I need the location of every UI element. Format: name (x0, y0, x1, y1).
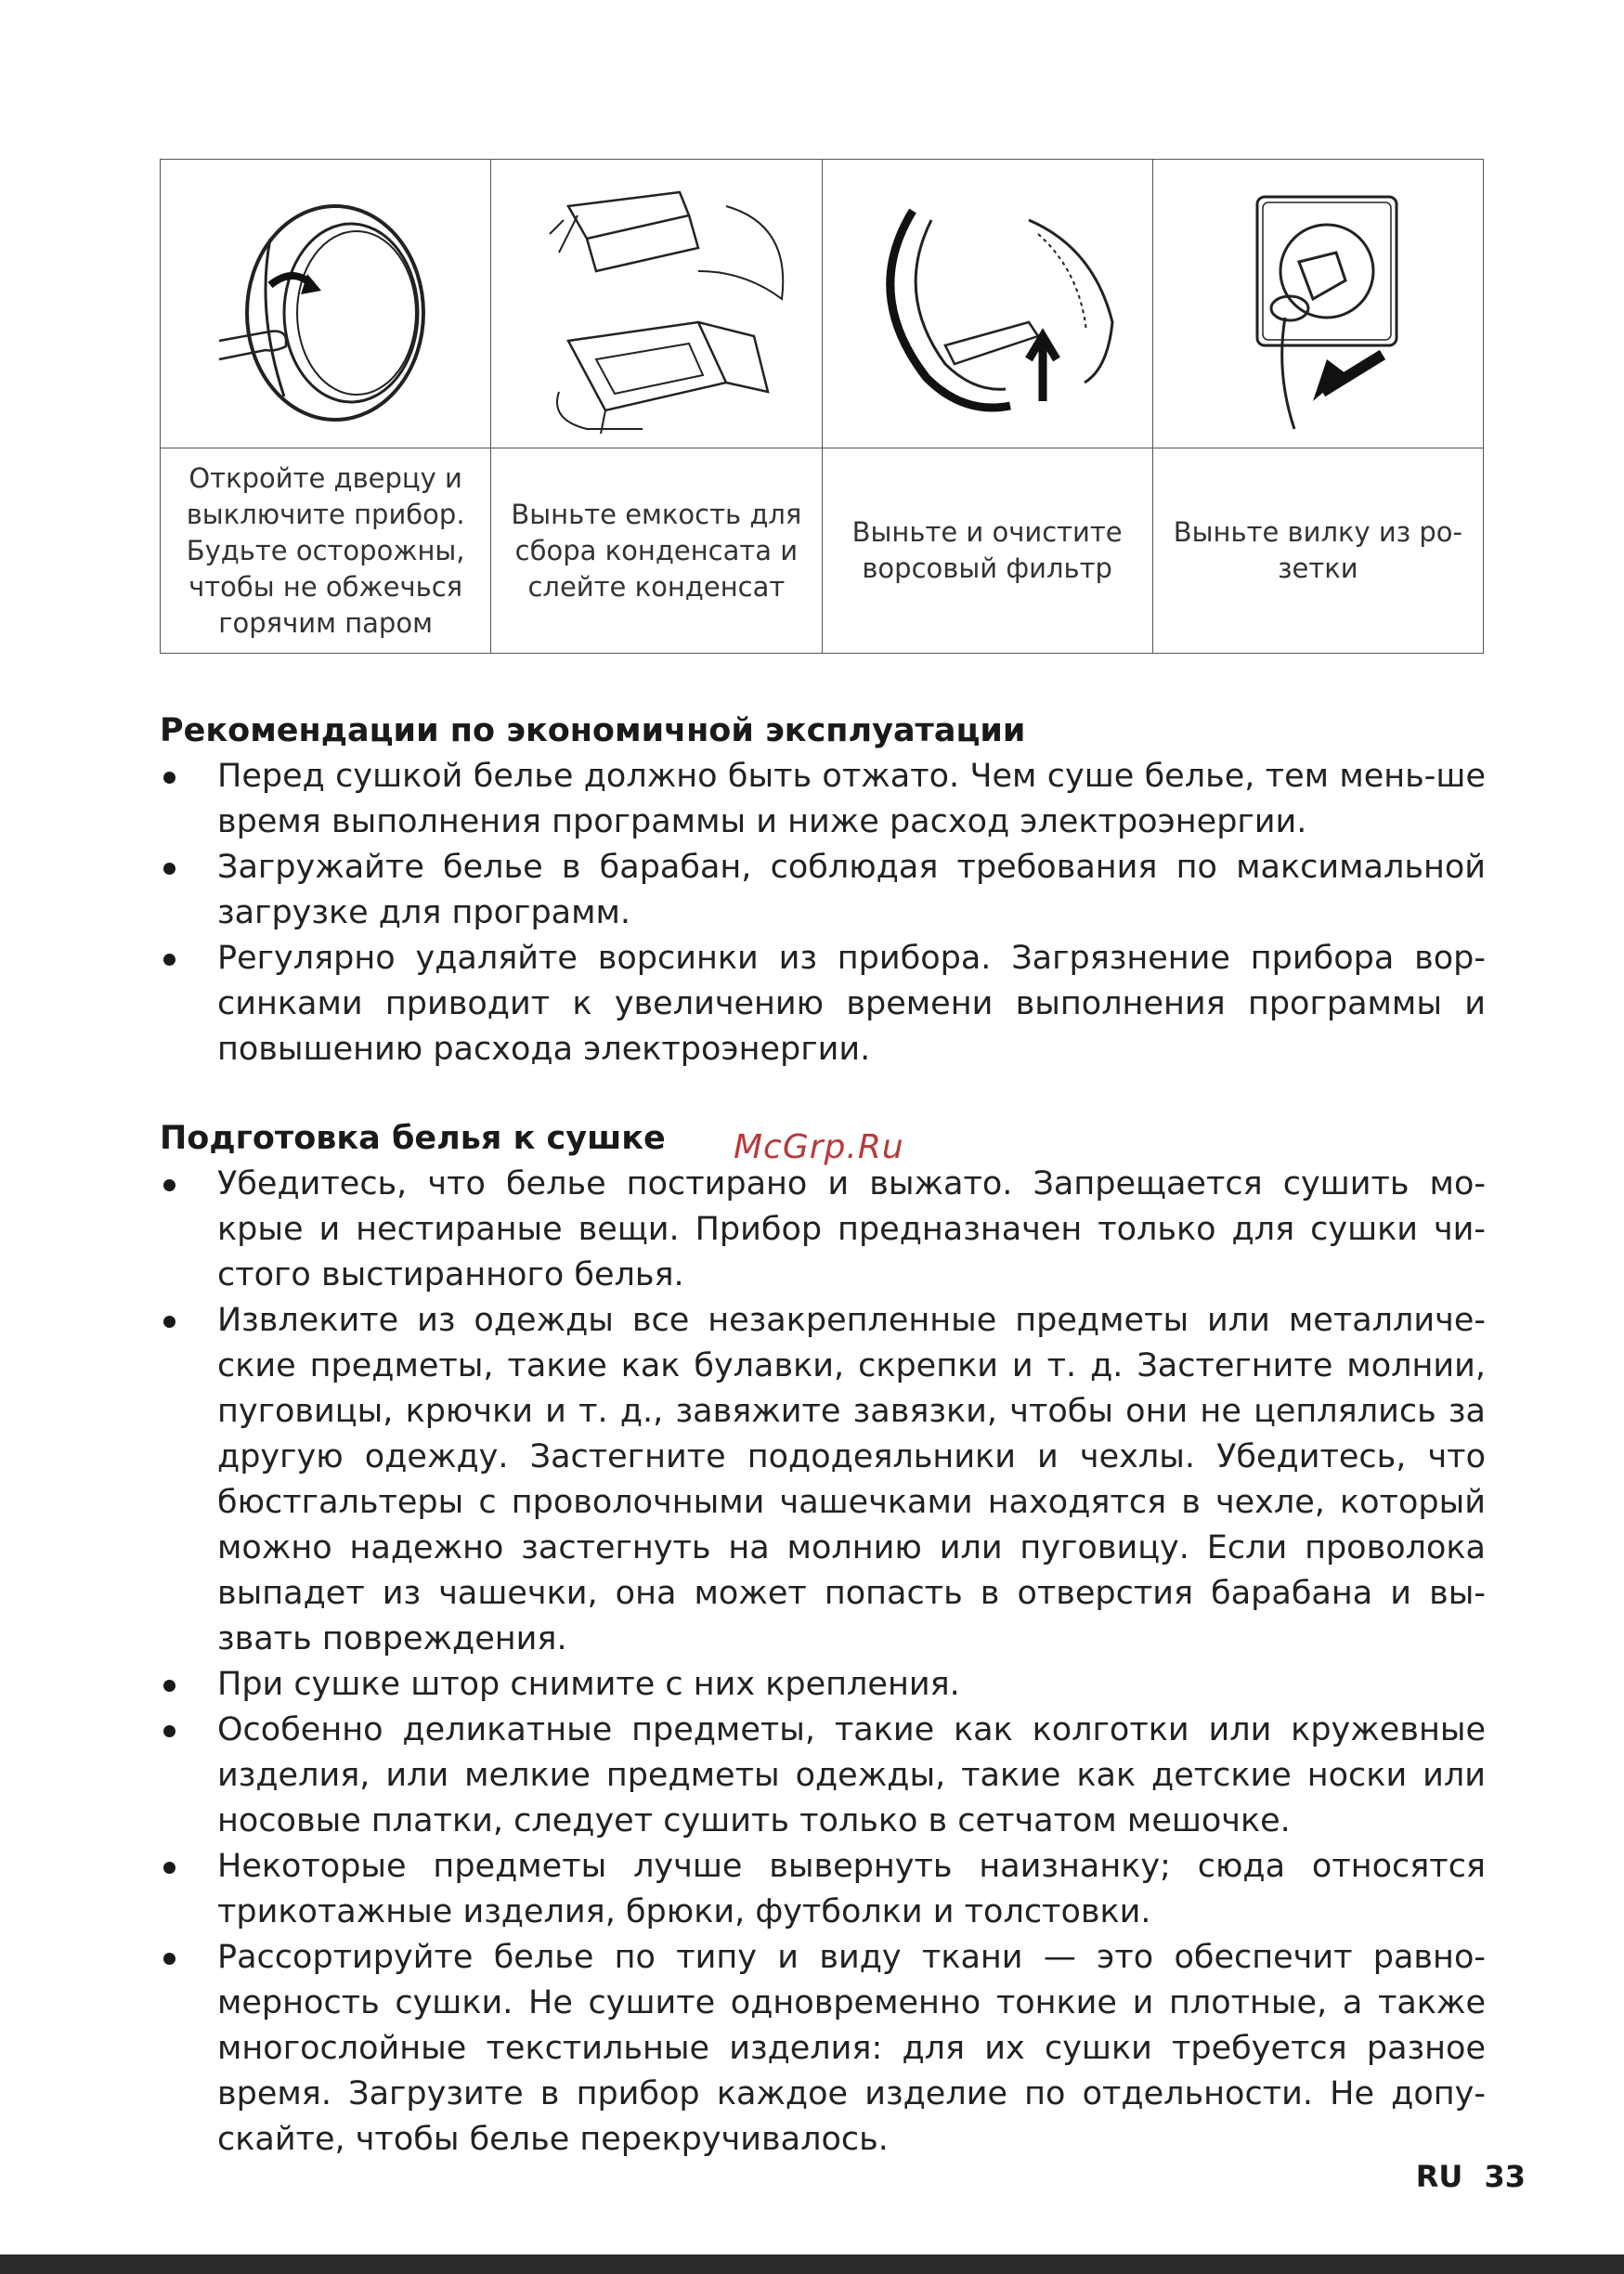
steps-image-row (161, 160, 1484, 448)
list-item (160, 1162, 1486, 1298)
list-item-text: Рассортируйте белье по типу и виду ткани — это обеспечит равно-мерность сушки. Не сушите одновременно тонкие и плотные, а также многослойные текстильные изделия: для их сушки требуется разное время. Загрузите в прибор каждое изделие по отдельности. Не допу-скайте, чтобы белье перекручивалось. (217, 1939, 1486, 2158)
list-item-text: Особенно деликатные предметы, такие как колготки или кружевные изделия, или мелкие предметы одежды, такие как детские носки или носовые платки, следует сушить только в сетчатом мешочке. (217, 1711, 1486, 1839)
steps-caption-row (161, 448, 1484, 654)
open-door-illustration (182, 174, 470, 434)
step-2-caption: Выньте емкость для сбора конденсата и слейте конденсат (491, 448, 822, 654)
list-item-text: Убедитесь, что белье постирано и выжато. Запрещается сушить мо-крые и нестираные вещи. Прибор предназначен только для сушки чи-стого выстиранного белья. (217, 1165, 1486, 1293)
list-item (160, 1844, 1486, 1935)
list-item (160, 754, 1486, 845)
list-item (160, 1298, 1486, 1662)
section-heading-economy: Рекомендации по экономичной эксплуатации (160, 712, 1026, 749)
step-2-image-cell (491, 160, 822, 448)
list-item (160, 1935, 1486, 2163)
list-item-text: Регулярно удаляйте ворсинки из прибора. Загрязнение прибора вор-синками приводит к увеличению времени выполнения программы и повышению расхода электроэнергии. (217, 940, 1486, 1068)
list-item-text: При сушке штор снимите с них крепления. (217, 1666, 960, 1703)
bullet-icon (163, 1680, 175, 1692)
bullet-icon (163, 954, 175, 966)
step-1-caption: Откройте дверцу и выключите прибор. Будьте осторожны, чтобы не обжечься горячим паром (161, 448, 491, 654)
page-number: 33 (1484, 2159, 1526, 2194)
step-4-caption: Выньте вилку из ро-зетки (1152, 448, 1483, 654)
step-1-image-cell (161, 160, 491, 448)
bullet-icon (163, 1862, 175, 1874)
step-3-image-cell (822, 160, 1152, 448)
bullet-icon (163, 1725, 175, 1737)
step-3-caption: Выньте и очистите ворсовый фильтр (822, 448, 1152, 654)
list-item (160, 845, 1486, 936)
footer-language: RU (1415, 2159, 1463, 2194)
list-item-text: Перед сушкой белье должно быть отжато. Чем суше белье, тем мень-ше время выполнения программы и ниже расход электроэнергии. (217, 758, 1486, 840)
steps-table (160, 159, 1484, 654)
list-item-text: Некоторые предметы лучше вывернуть наизнанку; сюда относятся трикотажные изделия, брюки, футболки и толстовки. (217, 1848, 1486, 1930)
step-4-image-cell (1152, 160, 1483, 448)
list-item-text: Загружайте белье в барабан, соблюдая требования по максимальной загрузке для программ. (217, 849, 1486, 931)
list-item (160, 1662, 1486, 1708)
list-item (160, 1708, 1486, 1844)
bullet-icon (163, 1179, 175, 1191)
bullet-icon (163, 863, 175, 875)
bottom-rule (0, 2255, 1624, 2274)
bullet-icon (163, 1953, 175, 1965)
unplug-socket-illustration (1174, 169, 1462, 438)
bullet-icon (163, 772, 175, 784)
bullet-icon (163, 1316, 175, 1328)
page-footer (1416, 2159, 1526, 2194)
lint-filter-illustration (843, 183, 1131, 424)
list-item-text: Извлеките из одежды все незакрепленные предметы или металличе-ские предметы, такие как булавки, скрепки и т. д. Застегните молнии, пуговицы, крючки и т. д., завяжите завязки, чтобы они не цеплялись за другую одежду. Застегните пододеяльники и чехлы. Убедитесь, что бюстгальтеры с проволочными чашечками находятся в чехле, который можно надежно застегнуть на молнию или пуговицу. Если проволока выпадет из чашечки, она может попасть в отверстия барабана и вы-звать повреждения. (217, 1302, 1486, 1657)
list-item (160, 936, 1486, 1072)
preparation-list (160, 1162, 1486, 2163)
watermark: McGrp.Ru (734, 1128, 904, 1166)
condensate-container-illustration (513, 169, 800, 438)
section-heading-preparation: Подготовка белья к сушке (160, 1120, 666, 1157)
economy-list (160, 754, 1486, 1072)
